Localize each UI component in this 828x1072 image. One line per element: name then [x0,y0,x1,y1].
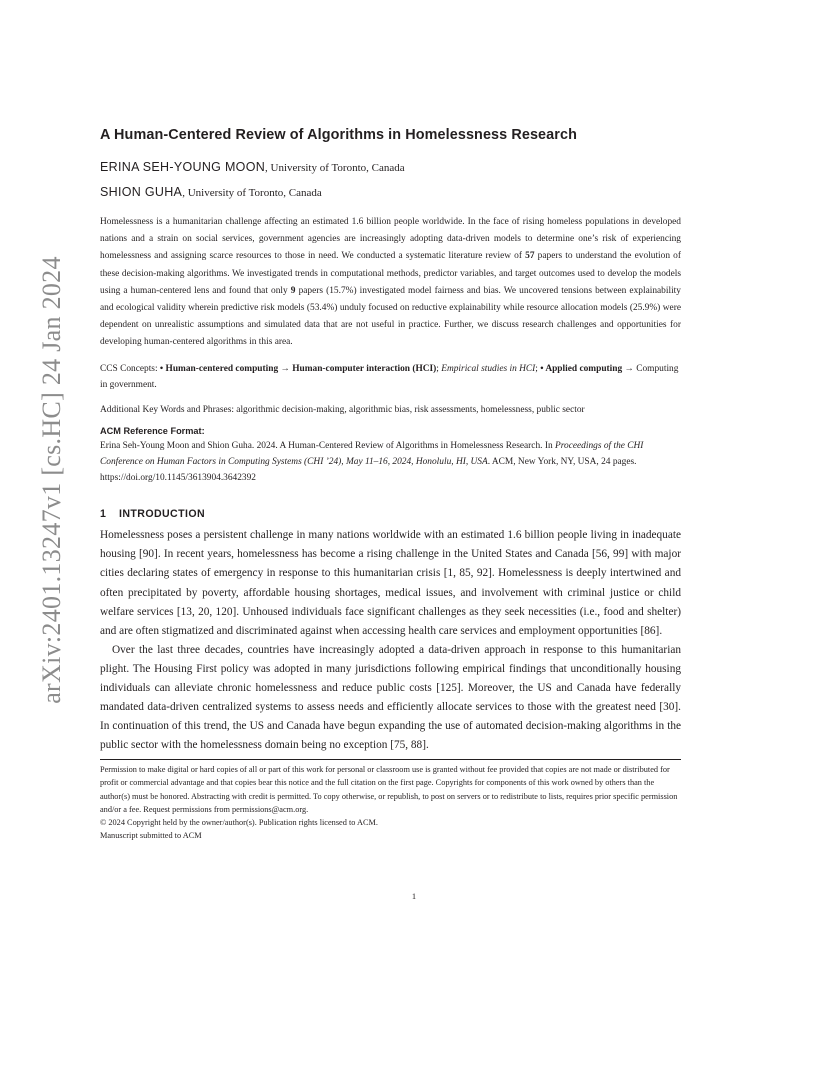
ccs-arrow: → [622,363,637,374]
reference-text: Erina Seh-Young Moon and Shion Guha. 2024. A Human-Centered Review of Algorithms in Homelessness Research. In [100,440,555,451]
section-title: INTRODUCTION [119,508,206,521]
ccs-separator: ; [436,363,442,374]
author-name: ERINA SEH-YOUNG MOON [100,160,266,174]
body-paragraph: Homelessness poses a persistent challenge in many nations worldwide with an estimated 1.6 billion people living in inadequate housing [90]. In recent years, homelessness has become a rising challenge in the United States and Canada [56, 99] with major cities declaring states of emergency in response to this humanitarian crisis [1, 85, 92]. Homelessness is deeply intertwined and often precipitated by poverty, affordable housing shortages, medical issues, and involvement with criminal justice or child welfare services [13, 20, 120]. Unhoused individuals face significant challenges as they seek necessities (i.e., food and shelter) and are often stigmatized and discriminated against when accessing health care services and employment opportunities [86]. [100,529,681,637]
reference-heading: ACM Reference Format: [100,425,205,436]
ccs-concept: Human-centered computing [165,363,279,374]
reference-format [100,438,681,487]
ccs-separator: ; [535,363,541,374]
body-paragraph: Over the last three decades, countries have increasingly adopted a data-driven approach in response to this humanitarian plight. The Housing First policy was adopted in many jurisdictions following empirical findings that unconditionally housing individuals can alleviate chronic homelessness and reduce public costs [125]. Moreover, the US and Canada have federally mandated data-driven centralized systems to assess needs and efficiently allocate services to those with the greatest need [30]. In continuation of this trend, the US and Canada have begun expanding the use of automated decision-making algorithms in the public sector with the homelessness domain being no exception [75, 88]. [100,643,681,752]
ccs-label: CCS Concepts: [100,363,160,374]
ccs-concept: Empirical studies in HCI [441,363,536,374]
manuscript-note: Manuscript submitted to ACM [100,830,202,840]
ccs-concept: Applied computing [545,363,623,374]
arxiv-stamp [36,256,68,704]
author-affiliation: , University of Toronto, Canada [265,162,405,174]
abstract-text: papers (15.7%) investigated model fairness and bias. We uncovered tensions between explainability and ecological validity wherein predictive risk models (53.4%) unduly focused on reductive explainability while resource allocation models (25.9%) were dependent on unrealistic assumptions and simulated data that are not useful in practice. Further, we discuss research challenges and opportunities for developing human-centered algorithms in this area. [100,285,681,348]
ccs-arrow: → [278,363,293,374]
footnote-rule [100,759,681,760]
ccs-bullet: • [540,363,546,374]
author-1 [100,159,681,177]
abstract-text: Homelessness is a humanitarian challenge affecting an estimated 1.6 billion people worldwide. In the face of rising homeless populations in developed nations and a strain on social services, government agencies are increasingly adopting data-driven models to determine one’s risk of experiencing homelessness and assigning scarce resources to those in need. We conducted a systematic literature review of [100,217,681,262]
abstract [100,214,681,352]
paper-title: A Human-Centered Review of Algorithms in Homelessness Research [100,127,577,143]
abstract-count: 57 [525,251,535,262]
reference-venue: Proceedings of the CHI Conference on Human Factors in Computing Systems (CHI ’24), May 11–16, 2024, Honolulu, HI, USA [100,440,644,467]
author-2 [100,184,681,202]
permission-notice: Permission to make digital or hard copies of all or part of this work for personal or classroom use is granted without fee provided that copies are not made or distributed for profit or commercial advantage and that copies bear this notice and the full citation on the first page. Copyrights for components of this work owned by others than the author(s) must be honored. Abstracting with credit is permitted. To copy otherwise, or republish, to post on servers or to redistribute to lists, requires prior specific permission and/or a fee. Request permissions from permissions@acm.org. [100,765,678,814]
ccs-concepts [100,361,681,394]
copyright-notice: © 2024 Copyright held by the owner/author(s). Publication rights licensed to ACM. [100,817,378,827]
arxiv-stamp-text: arXiv:2401.13247v1 [cs.HC] 24 Jan 2024 [37,256,66,704]
reference-text: . ACM, New York, NY, USA, 24 pages. https://doi.org/10.1145/3613904.3642392 [100,456,637,484]
abstract-count: 9 [290,285,296,296]
section-heading [100,508,681,520]
ccs-bullet: • [159,363,166,374]
abstract-text: papers to understand the evolution of these decision-making algorithms. We investigated trends in computational methods, predictor variables, and target outcomes used to develop the models using a human-centered lens and found that only [100,251,681,296]
paper-page [100,118,681,842]
author-affiliation: , University of Toronto, Canada [182,187,322,199]
ccs-concept: Computing in government. [100,363,679,391]
keywords: Additional Key Words and Phrases: algorithmic decision-making, algorithmic bias, risk assessments, homelessness, public sector [100,404,585,415]
author-name: SHION GUHA [100,185,183,199]
ccs-concept: Human-computer interaction (HCI) [292,363,437,374]
page-number: 1 [411,891,417,901]
section-number: 1 [100,508,107,521]
